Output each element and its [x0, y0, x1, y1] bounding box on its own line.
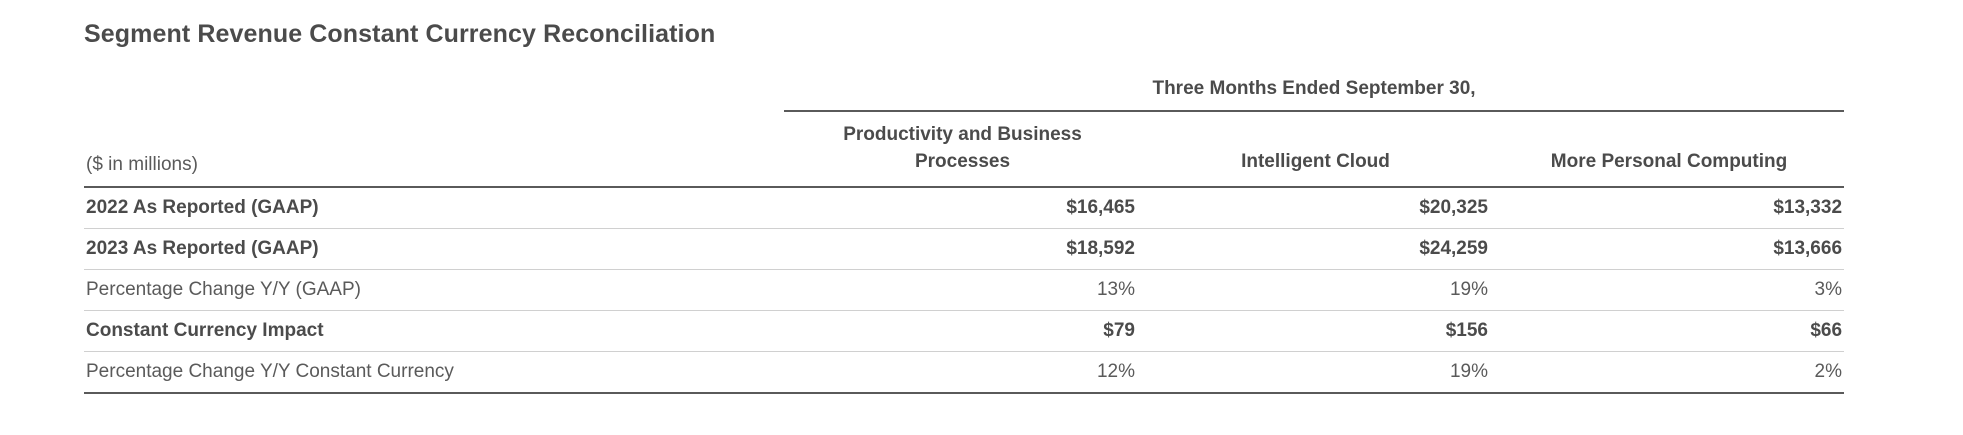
table-row — [84, 310, 1844, 351]
units-label: ($ in millions) — [84, 111, 784, 187]
table-row — [84, 351, 1844, 393]
row-value-productivity: 13% — [784, 269, 1137, 310]
table-head — [84, 78, 1844, 187]
row-value-intelligent-cloud: 19% — [1137, 269, 1490, 310]
column-header-line2: Processes — [914, 150, 1011, 172]
period-header-row — [84, 78, 1844, 111]
table-row — [84, 228, 1844, 269]
row-value-intelligent-cloud: 19% — [1137, 351, 1490, 393]
row-label: Constant Currency Impact — [84, 310, 784, 351]
page-title: Segment Revenue Constant Currency Reconciliation — [84, 20, 716, 48]
column-header-more-personal-computing — [1490, 111, 1844, 187]
row-label: 2022 As Reported (GAAP) — [84, 187, 784, 229]
row-value-intelligent-cloud: $24,259 — [1137, 228, 1490, 269]
column-header-row — [84, 111, 1844, 187]
column-header-line1: Productivity and Business — [843, 124, 1082, 145]
row-value-more-personal-computing: 3% — [1490, 269, 1844, 310]
row-value-intelligent-cloud: $20,325 — [1137, 187, 1490, 229]
row-value-more-personal-computing: $13,666 — [1490, 228, 1844, 269]
table-container — [84, 78, 1844, 394]
segment-revenue-table — [84, 78, 1844, 394]
period-header-spacer — [84, 78, 784, 111]
table-body — [84, 187, 1844, 393]
table-row — [84, 187, 1844, 229]
column-header-line2: Intelligent Cloud — [1241, 150, 1390, 172]
row-label: Percentage Change Y/Y (GAAP) — [84, 269, 784, 310]
row-label: 2023 As Reported (GAAP) — [84, 228, 784, 269]
row-value-productivity: $79 — [784, 310, 1137, 351]
column-header-intelligent-cloud — [1137, 111, 1490, 187]
row-value-more-personal-computing: $66 — [1490, 310, 1844, 351]
row-label: Percentage Change Y/Y Constant Currency — [84, 351, 784, 393]
period-header: Three Months Ended September 30, — [784, 78, 1844, 111]
row-value-intelligent-cloud: $156 — [1137, 310, 1490, 351]
row-value-productivity: $16,465 — [784, 187, 1137, 229]
row-value-more-personal-computing: $13,332 — [1490, 187, 1844, 229]
row-value-more-personal-computing: 2% — [1490, 351, 1844, 393]
row-value-productivity: $18,592 — [784, 228, 1137, 269]
column-header-productivity-business-processes — [784, 111, 1137, 187]
column-header-line2: More Personal Computing — [1550, 150, 1788, 172]
row-value-productivity: 12% — [784, 351, 1137, 393]
table-row — [84, 269, 1844, 310]
